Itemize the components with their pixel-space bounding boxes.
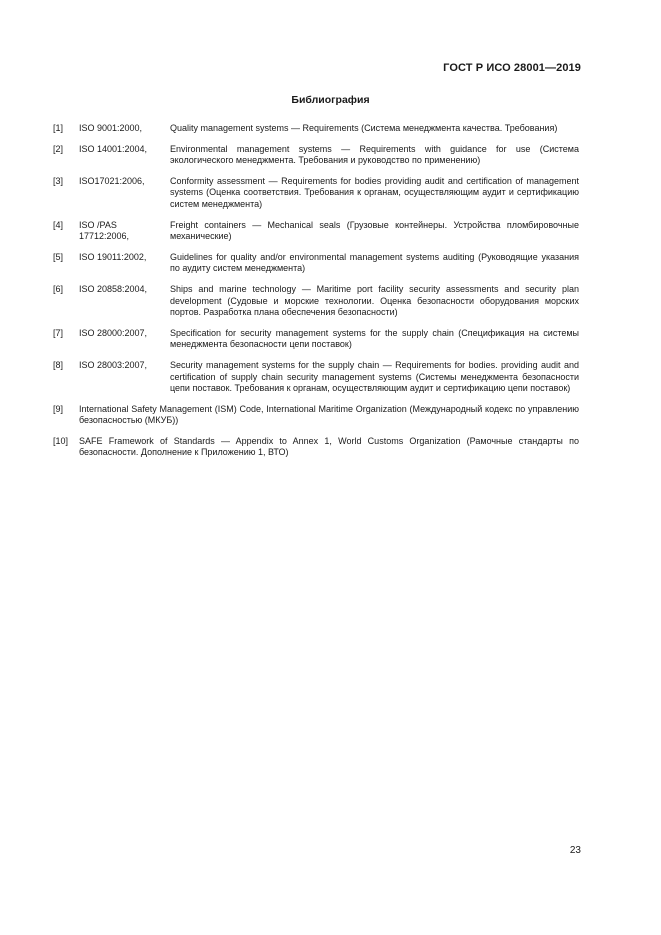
reference-number: [6]: [53, 283, 64, 294]
reference-description: Specification for security management systems for the supply chain (Спецификация на системы менеджмента безопасности цепи поставок): [170, 327, 579, 350]
reference-item: [53, 284, 579, 319]
reference-description: Quality management systems — Requirements (Система менеджмента качества. Требования): [170, 123, 558, 133]
reference-number: [2]: [53, 143, 64, 154]
bibliography-list: [53, 123, 579, 468]
reference-description: Conformity assessment — Requirements for bodies providing audit and certification of management systems (Оценка соответствия. Требования к органам, осуществляющим аудит и сертификацию систем менеджмента): [170, 175, 579, 209]
reference-standard: ISO 14001:2004,: [79, 143, 148, 154]
reference-number: [7]: [53, 327, 64, 338]
reference-standard: ISO 20858:2004,: [79, 283, 148, 294]
reference-item: [53, 220, 579, 243]
reference-description: Guidelines for quality and/or environmental management systems auditing (Руководящие указания по аудиту систем менеджмента): [170, 251, 579, 274]
reference-text: International Safety Management (ISM) Code, International Maritime Organization (Международный кодекс по управлению безопасностью (МКУБ)): [79, 403, 579, 426]
reference-text: SAFE Framework of Standards — Appendix to Annex 1, World Customs Organization (Рамочные стандарты по безопасности. Дополнение к Приложению 1, ВТО): [79, 435, 579, 458]
reference-description: Security management systems for the supply chain — Requirements for bodies. providing audit and certification of supply chain security management systems (Системы менеджмента безопасности цепи поставок. Требования к органам, осуществляющим аудит и сертификацию цепи поставок): [170, 359, 579, 394]
reference-standard: ISO 28000:2007,: [79, 327, 148, 338]
reference-number: [8]: [53, 359, 64, 370]
reference-item: [53, 404, 579, 427]
document-code: ГОСТ Р ИСО 28001—2019: [443, 62, 581, 74]
reference-item: [53, 144, 579, 167]
reference-description: Environmental management systems — Requirements with guidance for use (Система экологического менеджмента. Требования и руководство по применению): [170, 143, 579, 166]
reference-number: [1]: [53, 123, 64, 133]
reference-standard: ISO /PAS 17712:2006,: [79, 219, 130, 242]
reference-item: [53, 176, 579, 211]
reference-description: Freight containers — Mechanical seals (Грузовые контейнеры. Устройства пломбировочные механические): [170, 219, 579, 242]
reference-item: [53, 328, 579, 351]
reference-standard: ISO 28003:2007,: [79, 359, 148, 370]
page-number: 23: [569, 845, 581, 856]
reference-description: Ships and marine technology — Maritime port facility security assessments and security plan development (Судовые и морские технологии. Оценка безопасности оборудования морских портов. Разработка плана обеспечения безопасности): [170, 283, 579, 318]
reference-item: [53, 360, 579, 395]
reference-number: [5]: [53, 251, 64, 262]
page-title: Библиография: [291, 94, 370, 106]
reference-number: [10]: [53, 435, 69, 446]
reference-standard: ISO 9001:2000,: [79, 123, 143, 133]
reference-standard: ISO17021:2006,: [79, 175, 145, 186]
reference-number: [9]: [53, 403, 64, 414]
reference-number: [3]: [53, 175, 64, 186]
reference-number: [4]: [53, 219, 64, 230]
reference-item: [53, 252, 579, 275]
reference-standard: ISO 19011:2002,: [79, 251, 147, 262]
reference-item: [53, 123, 579, 135]
reference-item: [53, 436, 579, 459]
